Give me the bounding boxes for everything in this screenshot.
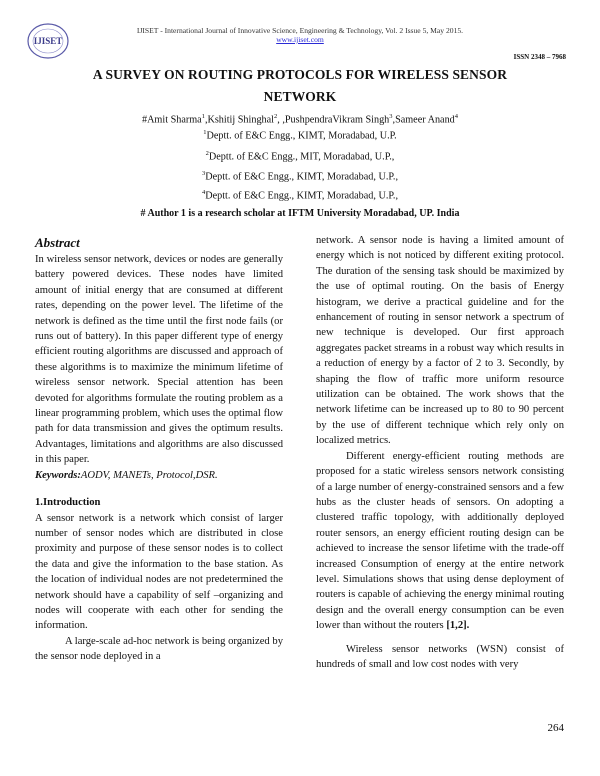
keywords-label: Keywords: (35, 469, 81, 481)
right-paragraph-3: Wireless sensor networks (WSN) consist of hundreds of small and low cost nodes with very (316, 643, 564, 670)
intro-paragraph-1: A sensor network is a network which consist of larger number of sensor nodes which are distributed in close proximity and purpose of these sensor nodes is to collect the data and give the information to the base station. As the location of individual nodes are not predetermined the network should have a capability of self –organizing and nodes will cooperate with each other for sending the information. (35, 512, 283, 632)
author-4: ,Sameer Anand (392, 114, 455, 126)
author-1: #Amit Sharma (141, 114, 202, 126)
left-column (35, 234, 283, 665)
affiliation-3-text: Deptt. of E&C Engg., KIMT, Moradabad, U.P., (205, 171, 399, 183)
author-1-sup: 1 (201, 113, 205, 120)
right-paragraph-2 (316, 449, 564, 634)
journal-website-link[interactable]: www.ijiset.com (276, 35, 324, 44)
author-3: , ,PushpendraVikram Singh (277, 114, 390, 126)
affiliation-4 (0, 187, 600, 202)
intro-paragraph-2: A large-scale ad-hoc network is being organized by the sensor node deployed in a (35, 635, 283, 663)
citation-ref: [1,2]. (446, 620, 470, 632)
affiliation-1-text: Deptt. of E&C Engg., KIMT, Moradabad, U.P. (206, 130, 397, 142)
right-paragraph-1: network. A sensor node is having a limited amount of energy which is not noticed by different exiting protocol. The duration of the sensing task should be maximized by the use of optimal routing. On the basis of Energy histogram, we derive a practical guideline and for the enhancement of routing in sensor network a spectrum of new technique is developed. Our first approach aggregates packet streams in a robust way which results in a reduction of energy by a factor of 2 to 3. Secondly, by shaping the flow of traffic more uniform resource utilization can be obtained. The work shows that the network lifetime can be increased up to 80 to 90 percent by the use of different technique which rely only on localized metrics. (316, 235, 564, 447)
author-3-sup: 3 (389, 113, 393, 120)
journal-line: IJISET - International Journal of Innovative Science, Engineering & Technology, Vol. 2 Issue 5, May 2015. (136, 26, 464, 35)
affiliation-4-text: Deptt. of E&C Engg., KIMT, Moradabad, U.P., (205, 190, 399, 202)
affiliation-2 (0, 148, 600, 163)
affiliation-2-text: Deptt. of E&C Engg., MIT, Moradabad, U.P., (208, 151, 395, 163)
paper-title: A SURVEY ON ROUTING PROTOCOLS FOR WIRELESS SENSOR NETWORK (92, 67, 508, 104)
affiliation-1-sup: 1 (203, 129, 207, 136)
affiliation-3-sup: 3 (201, 170, 206, 177)
logo-text: IJISET (33, 36, 63, 46)
right-column (316, 233, 564, 672)
affiliation-2-sup: 2 (205, 150, 209, 157)
keywords (35, 468, 283, 483)
affiliation-1 (0, 127, 600, 142)
author-list (0, 111, 600, 126)
author-2: ,Kshitij Shinghal (204, 114, 274, 126)
journal-header (0, 26, 600, 44)
intro-heading: 1.Introduction (35, 497, 101, 509)
right-paragraph-2-text: Different energy-efficient routing methods are proposed for a static wireless sensors network consisting of a large number of energy-constrained sensors and a few hubs as the cluster heads of sensors. On adopting a clustered traffic topology, with additionally deployed router sensors, an energy efficient routing design can be achieved to increase the sensor lifetime with the trade-off increased Consumption of energy at the entire network level. Simulations shows that using dense deployment of routers is capable of achieving the energy minimal routing design and the overall energy consumption can be even lower than without the routers (316, 450, 564, 632)
keywords-list: AODV, MANETs, Protocol,DSR. (80, 469, 218, 481)
affiliation-3 (0, 168, 600, 183)
author-2-sup: 2 (274, 113, 278, 120)
author-note: # Author 1 is a research scholar at IFTM University Moradabad, UP. India (140, 208, 460, 219)
author-4-sup: 4 (454, 113, 459, 120)
issn: ISSN 2348 – 7968 (513, 53, 566, 61)
abstract-text: In wireless sensor network, devices or nodes are generally battery powered devices. These nodes have limited amount of initial energy that are consumed at different rates, depending on the power level. The lifetime of the network is defined as the time until the first node fails (or runs out of battery). In this paper different type of energy efficient routing algorithms are discussed and approach of these algorithms is to maximize the minimum lifetime of wireless sensor network. Special attention has been devoted for algorithms formulate the routing problem as a linear programming problem, which uses the optimal flow path for data transmission and gives the optimum results. Advantages, limitations and algorithms are also discussed in this paper. (35, 254, 283, 466)
page-number: 264 (547, 722, 564, 734)
abstract-heading: Abstract (35, 235, 80, 250)
affiliation-4-sup: 4 (201, 189, 206, 196)
